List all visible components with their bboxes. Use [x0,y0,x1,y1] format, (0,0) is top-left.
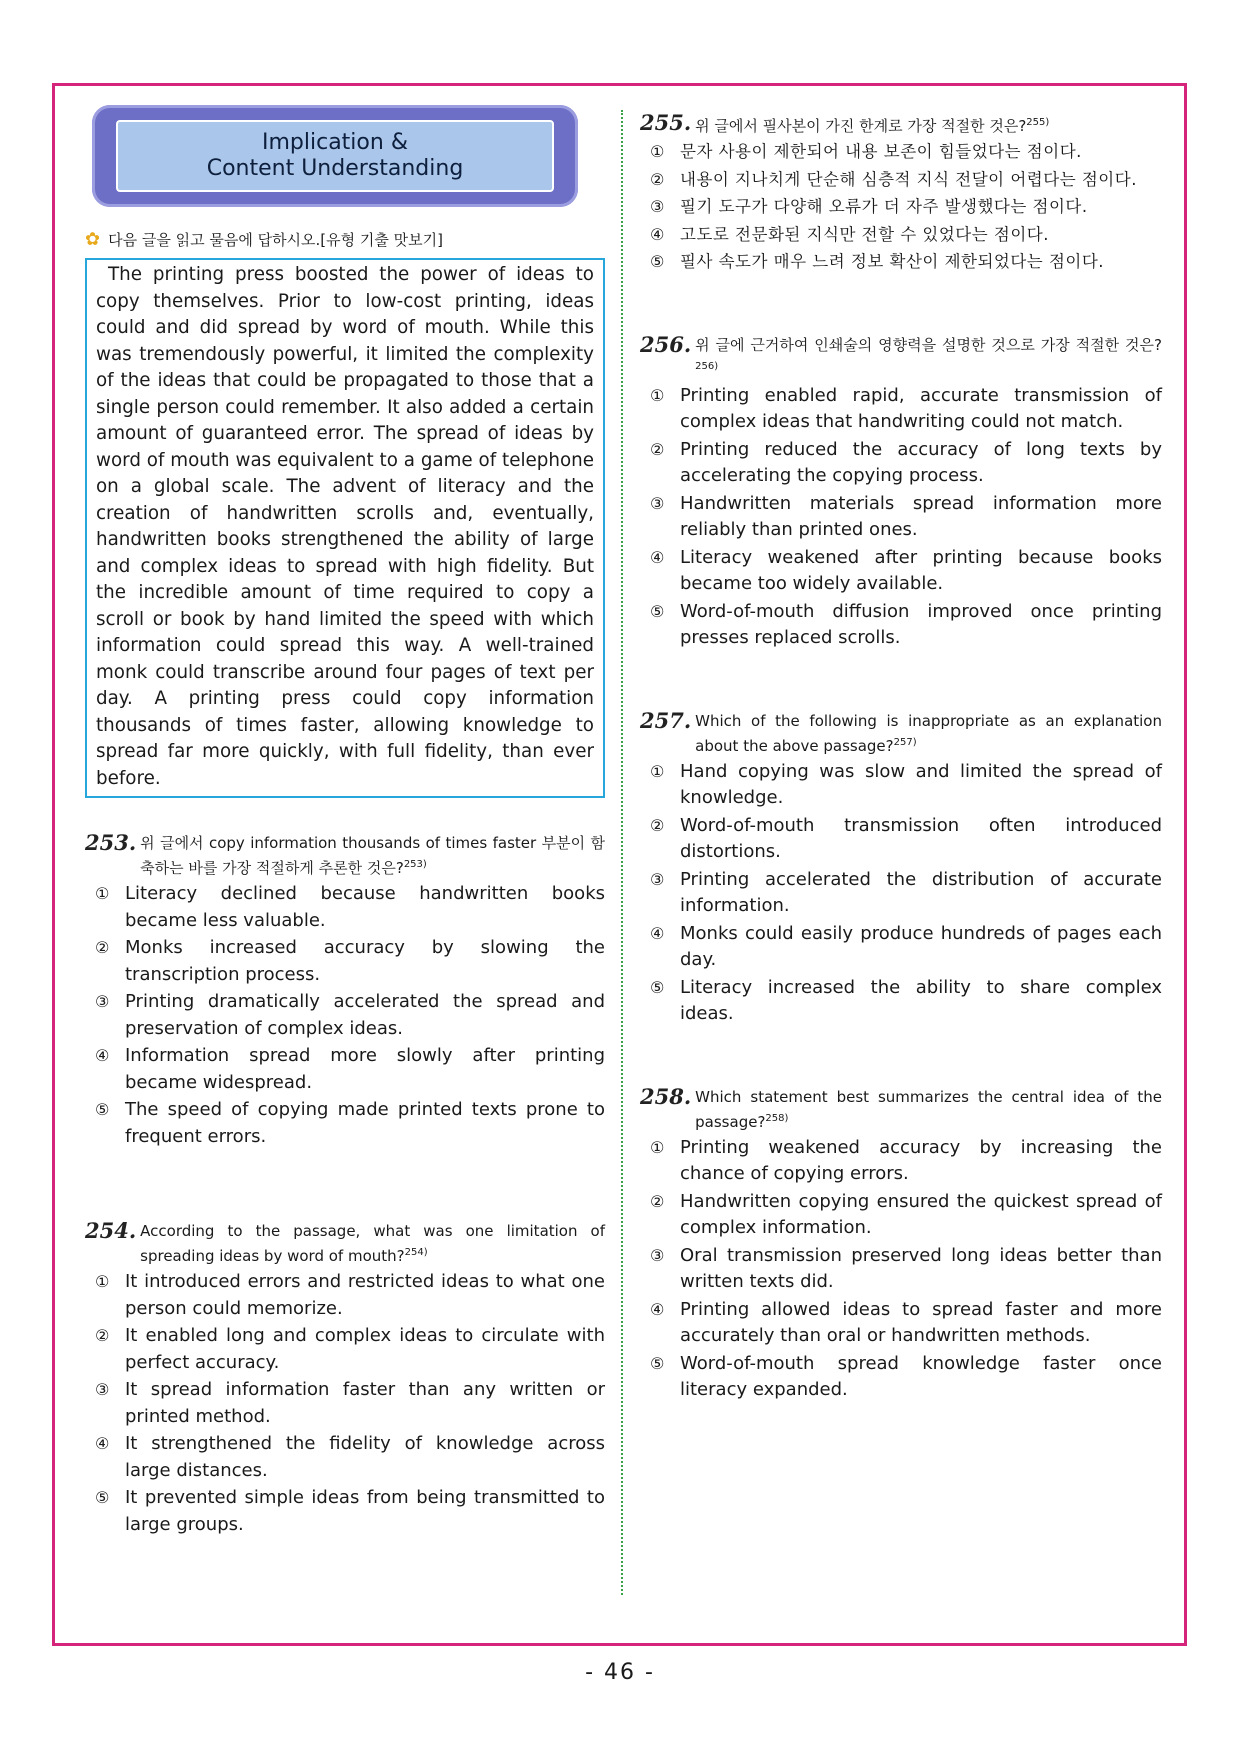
option-3[interactable]: ③ 필기 도구가 다양해 오류가 더 자주 발생했다는 점이다. [650,197,1088,216]
question-number: 256. [640,331,692,357]
question-ref: 253) [403,859,427,870]
option-2[interactable]: ② It enabled long and complex ideas to circulate with perfect accuracy. [95,1325,605,1373]
section-title-line1: Implication & [262,130,408,155]
option-1[interactable]: ① Printing weakened accuracy by increasing the chance of copying errors. [650,1136,1162,1184]
question-258 [640,1083,1162,1404]
passage-text: The printing press boosted the power of ideas to copy themselves. Prior to low-cost printing, ideas could and did spread by word of mouth. While this was tremendously powerful, it limited the complexity of the ideas that could be propagated to those that a single person could remember. It also added a certain amount of guaranteed error. The spread of ideas by word of mouth was equivalent to a game of telephone on a global scale. The advent of literacy and the creation of handwritten scrolls and, eventually, handwritten books strengthened the ability of large and complex ideas to spread with high fidelity. But the incredible amount of time required to copy a scroll or book by hand limited the speed with which information could spread this way. A well-trained monk could transcribe around four pages of text per day. A printing press could copy information thousands of times faster, allowing knowledge to spread far more quickly, with full fidelity, than ever before. [96,264,594,789]
option-1[interactable]: ① 문자 사용이 제한되어 내용 보존이 힘들었다는 점이다. [650,142,1082,161]
option-5[interactable]: ⑤ 필사 속도가 매우 느려 정보 확산이 제한되었다는 점이다. [650,252,1105,271]
option-5[interactable]: ⑤ Literacy increased the ability to share complex ideas. [650,976,1162,1024]
section-title-line2: Content Understanding [206,156,464,181]
question-ref: 258) [765,1112,789,1124]
question-ref: 256) [695,360,719,372]
passage-box [85,258,605,798]
option-3[interactable]: ③ It spread information faster than any written or printed method. [95,1379,605,1427]
question-ref: 255) [1026,117,1050,128]
option-4[interactable]: ④ Information spread more slowly after printing became widespread. [95,1045,605,1093]
question-number: 255. [640,110,692,135]
question-ref: 254) [404,1247,428,1258]
option-5[interactable]: ⑤ The speed of copying made printed texts prone to frequent errors. [95,1099,605,1147]
section-title [116,120,554,192]
option-3[interactable]: ③ Oral transmission preserved long ideas better than written texts did. [650,1244,1162,1292]
option-3[interactable]: ③ Printing accelerated the distribution of accurate information. [650,868,1162,916]
question-text: Which of the following is inappropriate as an explanation about the above passage? [695,711,1162,755]
option-5[interactable]: ⑤ Word-of-mouth diffusion improved once printing presses replaced scrolls. [650,600,1162,648]
option-4[interactable]: ④ Literacy weakened after printing because books became too widely available. [650,546,1162,594]
option-1[interactable]: ① Literacy declined because handwritten books became less valuable. [95,883,605,931]
question-text: Which statement best summarizes the central idea of the passage? [695,1087,1162,1131]
option-3[interactable]: ③ Printing dramatically accelerated the spread and preservation of complex ideas. [95,991,605,1039]
question-ref: 257) [893,736,917,748]
column-divider [621,110,623,1595]
question-257 [640,707,1162,1028]
option-5[interactable]: ⑤ It prevented simple ideas from being transmitted to large groups. [95,1487,605,1535]
option-4[interactable]: ④ It strengthened the fidelity of knowledge across large distances. [95,1433,605,1481]
option-4[interactable]: ④ 고도로 전문화된 지식만 전할 수 있었다는 점이다. [650,224,1049,244]
question-text: 위 글에서 copy information thousands of times faster 부분이 함축하는 바를 가장 적절하게 추론한 것은? [140,834,605,877]
question-number: 257. [640,707,692,733]
option-4[interactable]: ④ Monks could easily produce hundreds of pages each day. [650,922,1162,970]
option-5[interactable]: ⑤ Word-of-mouth spread knowledge faster once literacy expanded. [650,1352,1162,1400]
question-number: 254. [85,1218,137,1243]
question-number: 258. [640,1083,692,1109]
question-253 [85,832,605,1150]
instruction [85,229,605,250]
section-title-box [92,105,578,207]
flower-icon: ✿ [85,228,101,250]
option-2[interactable]: ② Printing reduced the accuracy of long texts by accelerating the copying process. [650,438,1162,486]
page-number: - 46 - [585,1660,655,1685]
left-column [85,105,605,1538]
option-1[interactable]: ① It introduced errors and restricted ideas to what one person could memorize. [95,1271,605,1319]
instruction-text: 다음 글을 읽고 물음에 답하시오.[유형 기출 맛보기] [108,231,443,249]
option-1[interactable]: ① Hand copying was slow and limited the spread of knowledge. [650,760,1162,808]
question-256 [640,331,1162,652]
option-1[interactable]: ① Printing enabled rapid, accurate transmission of complex ideas that handwriting could not match. [650,384,1162,432]
option-2[interactable]: ② Monks increased accuracy by slowing the transcription process. [95,937,605,985]
question-254 [85,1220,605,1538]
option-2[interactable]: ② 내용이 지나치게 단순해 심층적 지식 전달이 어렵다는 점이다. [650,169,1137,189]
question-255 [640,112,1162,276]
option-3[interactable]: ③ Handwritten materials spread information more reliably than printed ones. [650,492,1162,540]
question-text: 위 글에 근거하여 인쇄술의 영향력을 설명한 것으로 가장 적절한 것은? [695,335,1162,354]
question-text: According to the passage, what was one limitation of spreading ideas by word of mouth? [140,1222,605,1265]
option-2[interactable]: ② Handwritten copying ensured the quickest spread of complex information. [650,1190,1162,1238]
question-text: 위 글에서 필사본이 가진 한계로 가장 적절한 것은? [695,117,1027,135]
question-number: 253. [85,830,137,855]
option-2[interactable]: ② Word-of-mouth transmission often introduced distortions. [650,814,1162,862]
option-4[interactable]: ④ Printing allowed ideas to spread faster and more accurately than oral or handwritten methods. [650,1298,1162,1346]
right-column [640,112,1162,1404]
